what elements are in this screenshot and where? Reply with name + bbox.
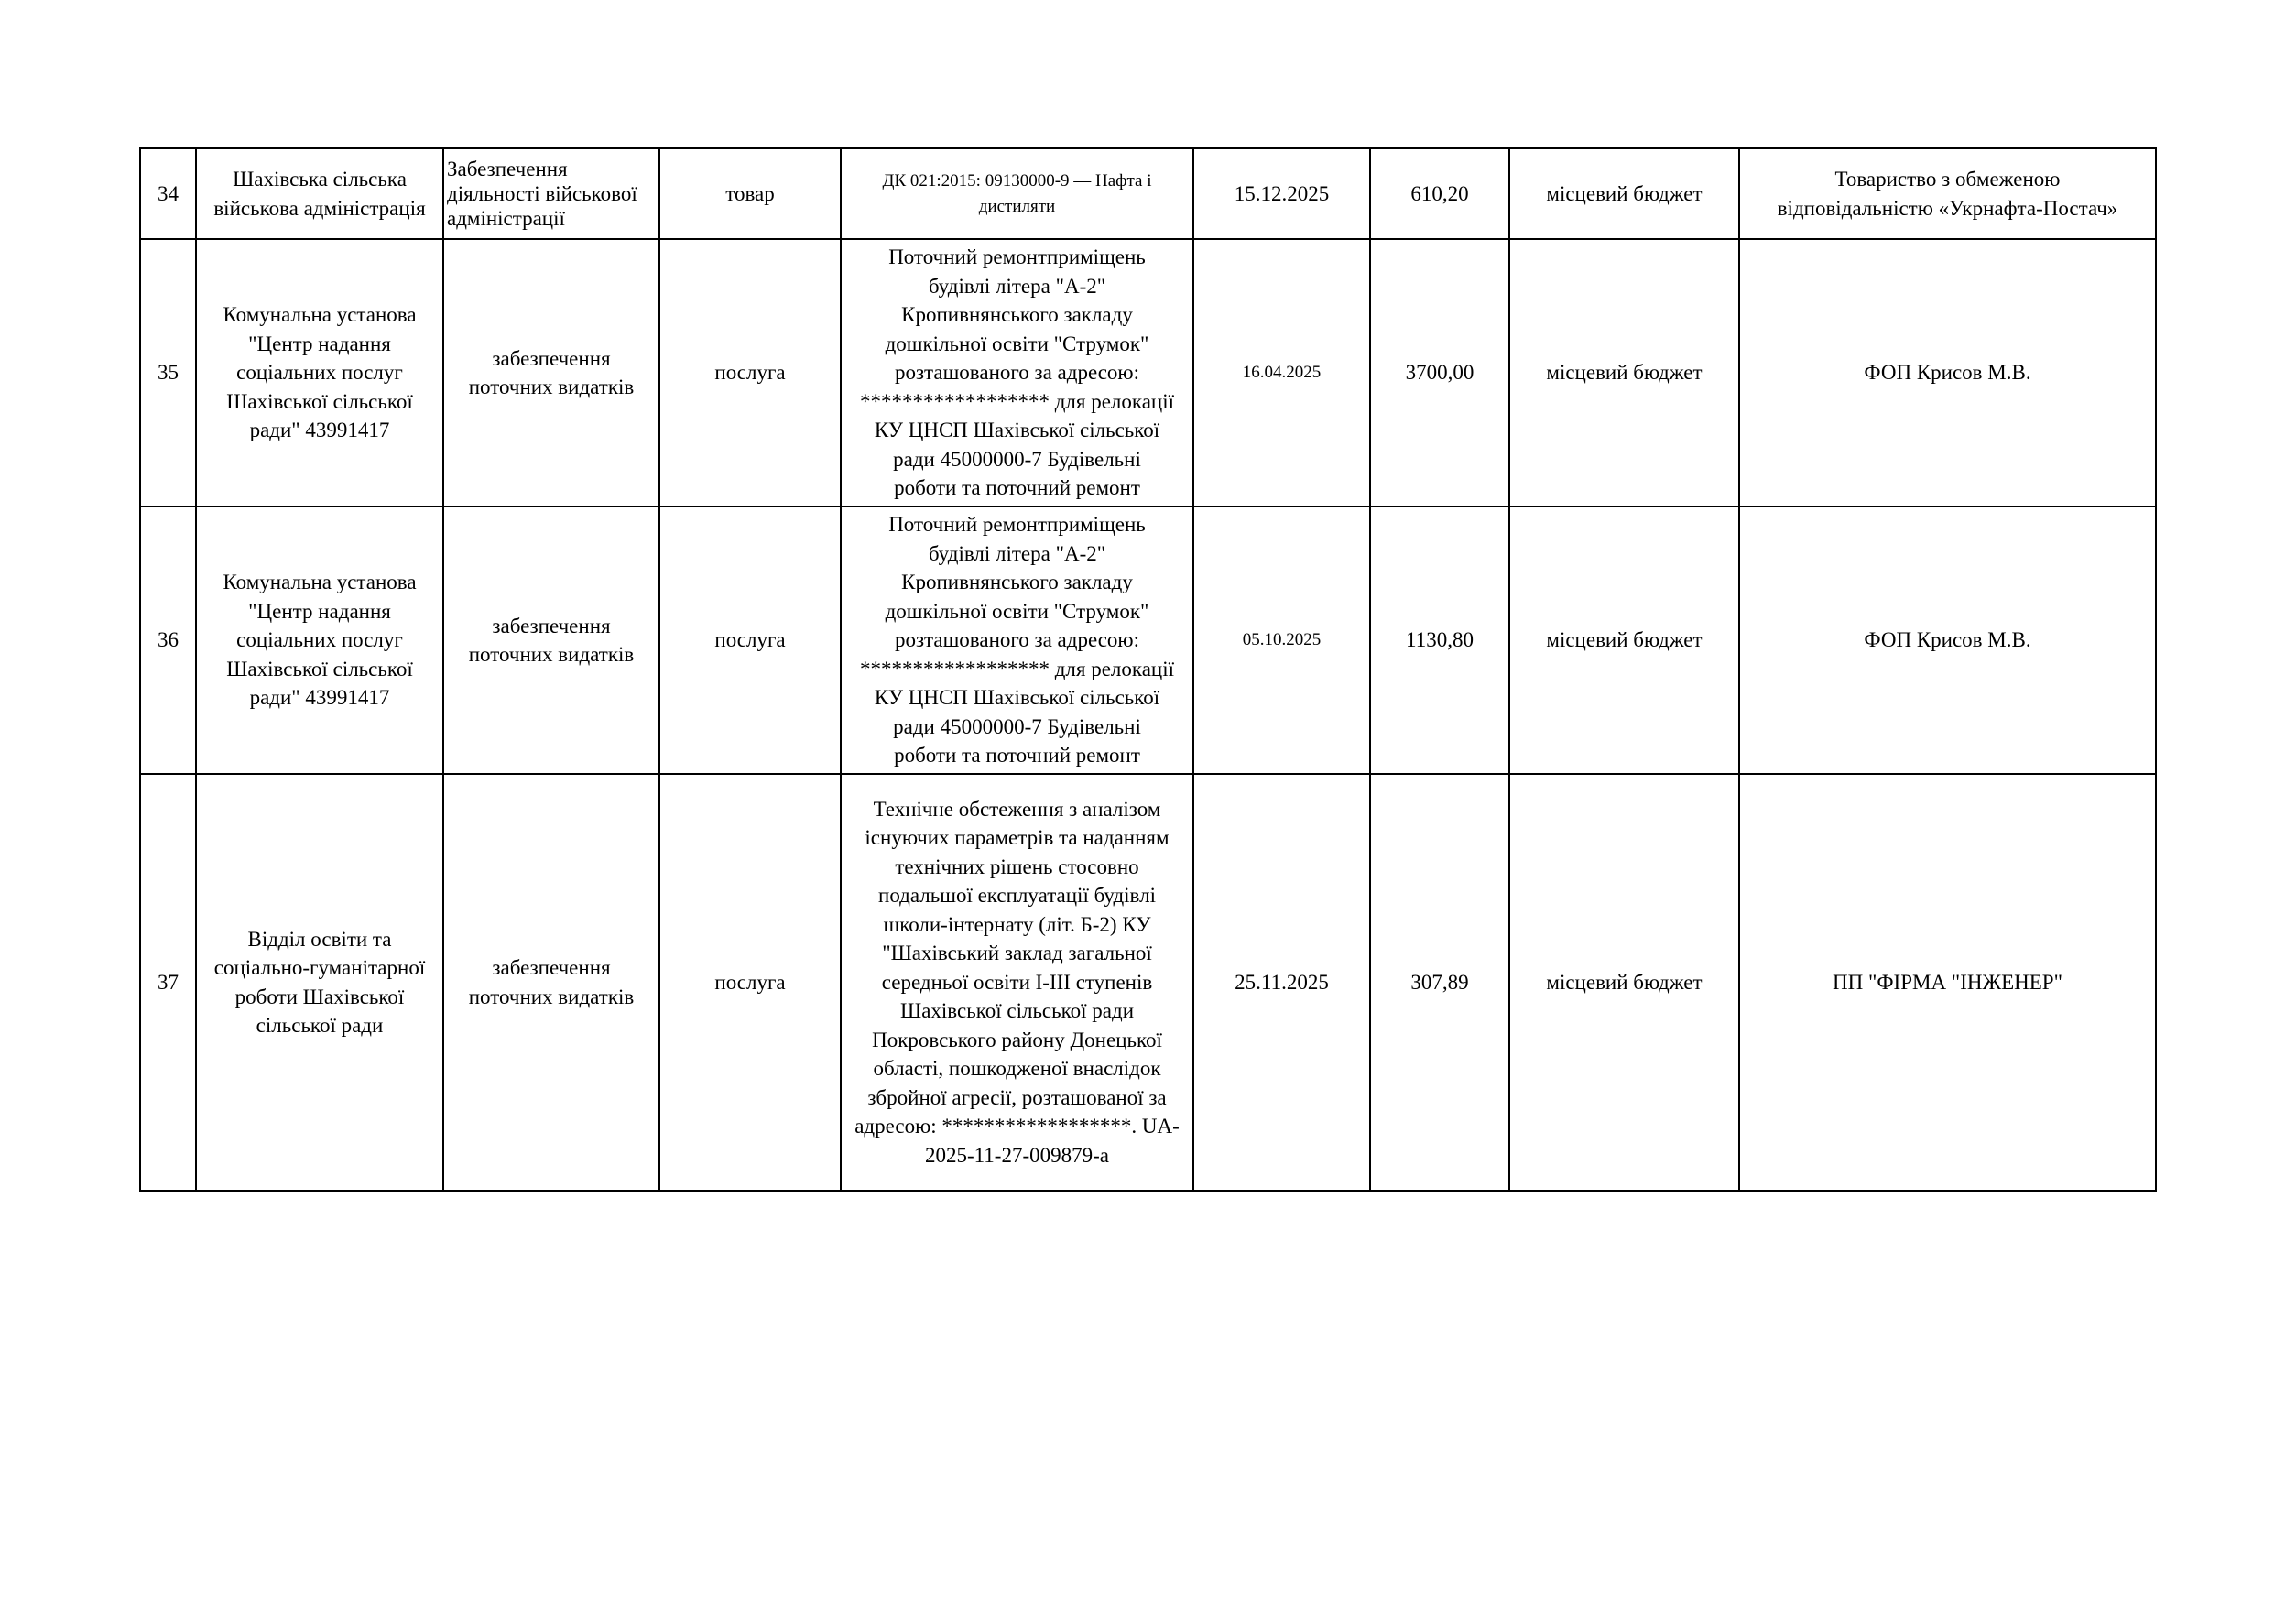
- subject-line: Кропивнянського закладу: [901, 303, 1133, 327]
- subject-line: адресою: ******************. UA-: [854, 1115, 1180, 1138]
- subject-line: середньої освіти І-ІІІ ступенів: [881, 970, 1153, 994]
- date-cell: 25.11.2025: [1193, 774, 1370, 1191]
- subject-line: технічних рішень стосовно: [895, 855, 1139, 878]
- purpose-cell: [443, 239, 659, 506]
- customer-cell: [196, 506, 443, 774]
- customer-line: Комунальна установа: [223, 571, 417, 594]
- subject-line: "Шахівський заклад загальної: [882, 942, 1152, 965]
- subject-line: роботи та поточний ремонт: [894, 744, 1140, 767]
- subject-line: дошкільної освіти "Струмок": [885, 599, 1149, 623]
- table-row: [140, 506, 2156, 774]
- customer-cell: [196, 148, 443, 239]
- table-row: [140, 239, 2156, 506]
- amount-cell: 1130,80: [1370, 506, 1509, 774]
- subject-line: ****************** для релокації: [859, 657, 1175, 680]
- subject-line: КУ ЦНСП Шахівської сільської: [874, 419, 1160, 442]
- subject-cell: [841, 506, 1193, 774]
- customer-line: сільської ради: [256, 1014, 384, 1037]
- subject-line: ради 45000000-7 Будівельні: [893, 714, 1141, 738]
- type-cell: послуга: [659, 239, 841, 506]
- customer-line: Шахівська сільська: [233, 168, 407, 191]
- supplier-line: Товариство з обмеженою: [1834, 168, 2061, 191]
- customer-line: "Центр надання: [248, 332, 391, 355]
- date-cell: 05.10.2025: [1193, 506, 1370, 774]
- customer-line: Шахівської сільської: [226, 657, 413, 680]
- amount-cell: 307,89: [1370, 774, 1509, 1191]
- subject-line: 2025-11-27-009879-а: [925, 1143, 1109, 1167]
- subject-line: ДК 021:2015: 09130000-9 — Нафта і: [882, 170, 1152, 191]
- date-cell: 15.12.2025: [1193, 148, 1370, 239]
- funding-source-cell: місцевий бюджет: [1509, 239, 1739, 506]
- subject-line: ради 45000000-7 Будівельні: [893, 447, 1141, 471]
- table-row: [140, 774, 2156, 1191]
- supplier-line: ПП "ФІРМА "ІНЖЕНЕР": [1833, 970, 2062, 994]
- row-number: 34: [140, 148, 196, 239]
- purpose-line: забезпечення: [492, 614, 611, 637]
- type-cell: товар: [659, 148, 841, 239]
- funding-source-cell: місцевий бюджет: [1509, 148, 1739, 239]
- purpose-line: Забезпечення: [447, 158, 568, 180]
- purpose-line: забезпечення: [492, 956, 611, 979]
- subject-line: розташованого за адресою:: [894, 361, 1140, 385]
- supplier-line: відповідальністю «Укрнафта-Постач»: [1777, 196, 2118, 220]
- subject-line: дошкільної освіти "Струмок": [885, 332, 1149, 355]
- purpose-line: поточних видатків: [468, 376, 635, 398]
- subject-line: будівлі літера "А-2": [928, 274, 1106, 298]
- subject-line: дистиляти: [978, 196, 1056, 216]
- subject-line: Шахівської сільської ради: [900, 999, 1134, 1023]
- subject-cell: [841, 239, 1193, 506]
- subject-line: будівлі літера "А-2": [928, 541, 1106, 565]
- supplier-cell: [1739, 148, 2156, 239]
- customer-line: "Центр надання: [248, 599, 391, 623]
- purpose-line: поточних видатків: [468, 985, 635, 1008]
- subject-line: збройної агресії, розташованої за: [867, 1085, 1167, 1109]
- subject-line: подальшої експлуатації будівлі: [878, 884, 1156, 908]
- purpose-cell: [443, 148, 659, 239]
- subject-line: ****************** для релокації: [859, 389, 1175, 413]
- subject-line: Покровського району Донецької: [872, 1028, 1162, 1051]
- supplier-line: ФОП Крисов М.В.: [1864, 361, 2031, 385]
- amount-cell: 610,20: [1370, 148, 1509, 239]
- subject-line: Технічне обстеження з аналізом: [873, 797, 1161, 821]
- subject-cell: [841, 148, 1193, 239]
- subject-line: роботи та поточний ремонт: [894, 476, 1140, 500]
- supplier-cell: [1739, 506, 2156, 774]
- supplier-cell: [1739, 239, 2156, 506]
- subject-cell: [841, 774, 1193, 1191]
- customer-cell: [196, 774, 443, 1191]
- subject-line: школи-інтернату (літ. Б-2) КУ: [883, 912, 1151, 936]
- customer-line: соціально-гуманітарної: [213, 956, 426, 979]
- row-number: 36: [140, 506, 196, 774]
- customer-line: Комунальна установа: [223, 303, 417, 327]
- customer-line: ради" 43991417: [249, 686, 390, 710]
- amount-cell: 3700,00: [1370, 239, 1509, 506]
- subject-line: існуючих параметрів та наданням: [865, 826, 1170, 850]
- customer-line: ради" 43991417: [249, 419, 390, 442]
- purpose-line: забезпечення: [492, 346, 611, 370]
- type-cell: послуга: [659, 506, 841, 774]
- subject-line: Поточний ремонтприміщень: [888, 513, 1146, 537]
- subject-line: Поточний ремонтприміщень: [888, 245, 1146, 269]
- subject-line: області, пошкодженої внаслідок: [873, 1057, 1161, 1081]
- type-cell: послуга: [659, 774, 841, 1191]
- row-number: 37: [140, 774, 196, 1191]
- purpose-line: поточних видатків: [468, 643, 635, 666]
- purpose-cell: [443, 774, 659, 1191]
- row-number: 35: [140, 239, 196, 506]
- customer-line: Відділ освіти та: [247, 927, 392, 951]
- procurement-table: [139, 147, 2157, 1192]
- purpose-line: діяльності військової: [447, 182, 637, 205]
- purpose-line: адміністрації: [447, 207, 565, 230]
- customer-cell: [196, 239, 443, 506]
- funding-source-cell: місцевий бюджет: [1509, 506, 1739, 774]
- customer-line: роботи Шахівської: [234, 985, 405, 1008]
- table-row: [140, 148, 2156, 239]
- customer-line: соціальних послуг: [236, 628, 403, 652]
- subject-line: КУ ЦНСП Шахівської сільської: [874, 686, 1160, 710]
- supplier-cell: [1739, 774, 2156, 1191]
- customer-line: соціальних послуг: [236, 361, 403, 385]
- subject-line: Кропивнянського закладу: [901, 571, 1133, 594]
- funding-source-cell: місцевий бюджет: [1509, 774, 1739, 1191]
- subject-line: розташованого за адресою:: [894, 628, 1140, 652]
- date-cell: 16.04.2025: [1193, 239, 1370, 506]
- purpose-cell: [443, 506, 659, 774]
- customer-line: військова адміністрація: [213, 196, 426, 220]
- customer-line: Шахівської сільської: [226, 389, 413, 413]
- supplier-line: ФОП Крисов М.В.: [1864, 628, 2031, 652]
